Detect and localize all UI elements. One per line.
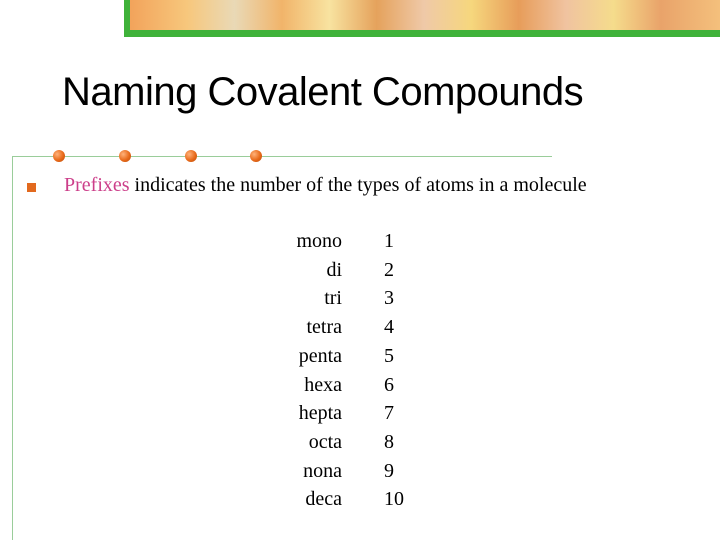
prefix-name: octa [308,430,342,453]
prefix-number: 3 [384,287,394,310]
divider-dot-icon [250,150,262,162]
bullet-text [64,174,587,197]
slide-title: Naming Covalent Compounds [62,70,584,114]
bullet-highlight-term: Prefixes [64,174,130,196]
prefix-number: 1 [384,230,394,252]
divider-dot-icon [185,150,197,162]
title-divider-line [12,156,552,157]
divider-dot-icon [119,150,131,162]
prefix-name: tetra [306,316,342,339]
prefix-name: di [326,258,342,281]
prefix-name: hexa [304,373,342,396]
prefix-number-column [384,227,444,514]
prefix-number: 10 [384,488,404,511]
prefix-name-column [240,227,342,514]
header-banner-image [128,0,720,30]
prefix-number: 5 [384,344,394,367]
prefix-name: penta [298,344,342,367]
prefix-name: mono [296,230,342,252]
prefix-number: 4 [384,316,394,339]
prefix-number: 2 [384,258,394,281]
divider-dot-icon [53,150,65,162]
bullet-body: indicates the number of the types of atoms in a molecule [129,174,587,196]
prefix-number: 6 [384,373,394,396]
prefix-number: 8 [384,430,394,453]
square-bullet-icon [27,183,36,192]
prefix-name: tri [324,287,342,310]
prefix-name: hepta [298,402,342,425]
prefix-name: nona [303,459,342,482]
header-banner-green-stripe [126,30,720,37]
prefix-name: deca [305,488,342,511]
prefix-number: 9 [384,459,394,482]
left-border-line [12,156,13,540]
prefix-number: 7 [384,402,394,425]
